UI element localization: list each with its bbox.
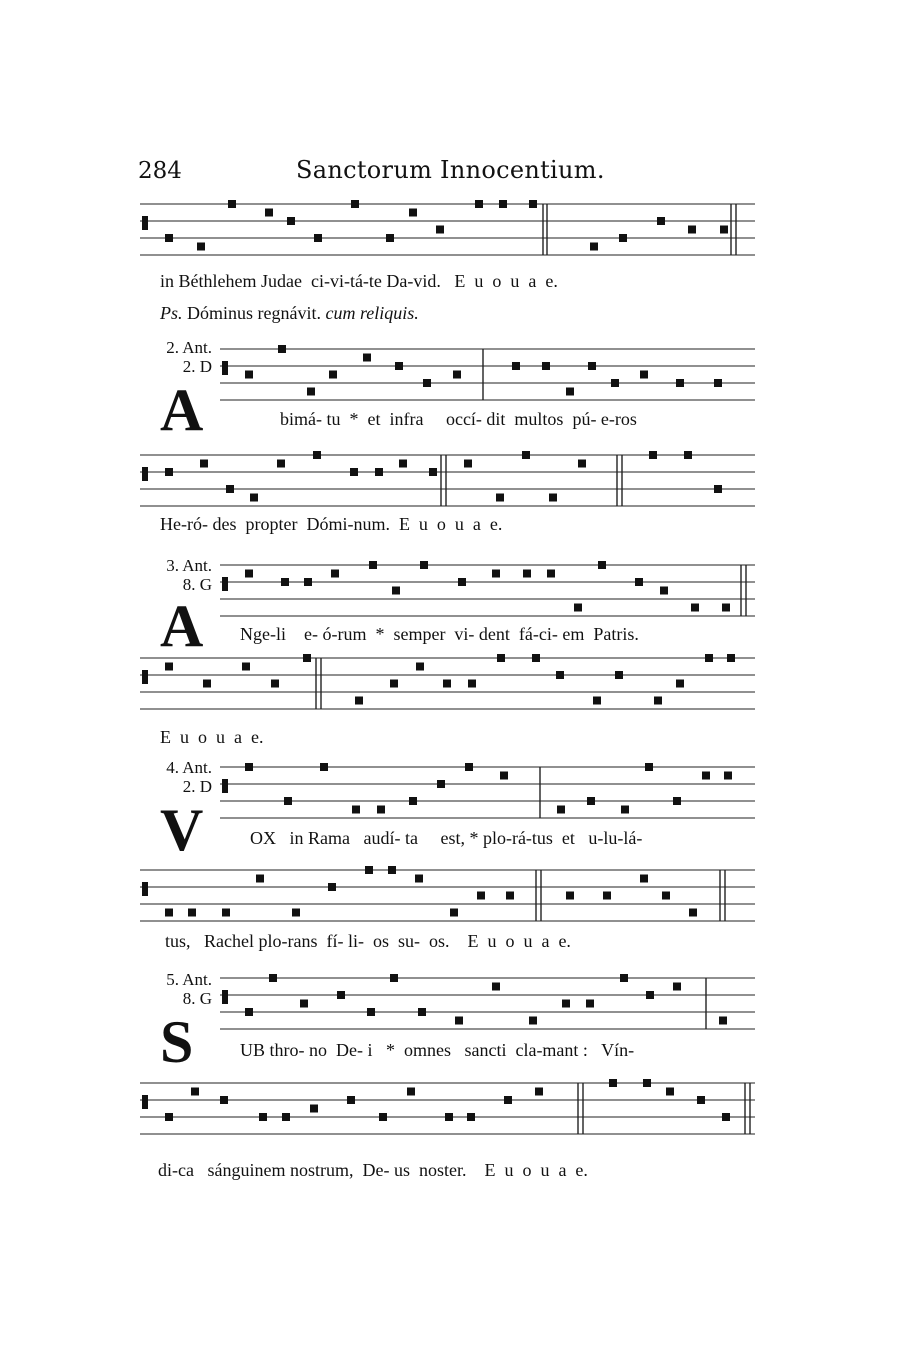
neume <box>307 388 315 396</box>
neume <box>727 654 735 662</box>
neume <box>265 209 273 217</box>
neume <box>532 654 540 662</box>
neume <box>689 909 697 917</box>
neume <box>590 243 598 251</box>
neume <box>443 680 451 688</box>
neume <box>188 909 196 917</box>
neume <box>355 697 363 705</box>
neume <box>512 362 520 370</box>
neume <box>646 991 654 999</box>
neume <box>719 1017 727 1025</box>
neume <box>165 468 173 476</box>
neume <box>506 892 514 900</box>
neume <box>418 1008 426 1016</box>
initial-letter: V <box>160 797 204 863</box>
neume <box>352 806 360 814</box>
neume <box>390 680 398 688</box>
neume <box>465 763 473 771</box>
neume <box>329 371 337 379</box>
neume <box>724 772 732 780</box>
neume <box>500 772 508 780</box>
neume <box>615 671 623 679</box>
neume <box>547 570 555 578</box>
neume <box>458 578 466 586</box>
neume <box>300 1000 308 1008</box>
neume <box>328 883 336 891</box>
neume <box>314 234 322 242</box>
neume <box>621 806 629 814</box>
neume <box>673 797 681 805</box>
neume <box>415 875 423 883</box>
neume <box>586 1000 594 1008</box>
antiphon-mode: 2. D <box>182 777 212 796</box>
neume <box>365 866 373 874</box>
neume <box>436 226 444 234</box>
neume <box>303 654 311 662</box>
initial-letter: A <box>160 377 204 443</box>
neume <box>640 371 648 379</box>
neume <box>245 570 253 578</box>
neume <box>203 680 211 688</box>
neume <box>407 1088 415 1096</box>
neume <box>620 974 628 982</box>
neume <box>313 451 321 459</box>
neume <box>722 1113 730 1121</box>
neume <box>535 1088 543 1096</box>
psalm-prefix: Ps. <box>160 303 183 323</box>
neume <box>529 1017 537 1025</box>
neume <box>453 371 461 379</box>
neume <box>705 654 713 662</box>
clef-mark <box>142 670 148 684</box>
neume <box>337 991 345 999</box>
clef-mark <box>142 1095 148 1109</box>
neume <box>259 1113 267 1121</box>
neume <box>492 983 500 991</box>
neume <box>390 974 398 982</box>
neume <box>281 578 289 586</box>
initial-letter: S <box>160 1009 194 1075</box>
neume <box>197 243 205 251</box>
initial-letter: A <box>160 593 204 659</box>
neume <box>445 1113 453 1121</box>
lyric-line-7: tus, Rachel plo-rans fí- li- os su- os. E u o u a e. <box>165 931 571 951</box>
antiphon-number: 2. Ant. <box>166 338 212 357</box>
clef-mark <box>222 361 228 375</box>
neume <box>640 875 648 883</box>
antiphon-2-label <box>142 338 212 376</box>
neume <box>477 892 485 900</box>
neume <box>250 494 258 502</box>
neume <box>522 451 530 459</box>
neume <box>420 561 428 569</box>
neume <box>242 663 250 671</box>
psalm-suffix: cum reliquis. <box>325 303 419 323</box>
neume <box>220 1096 228 1104</box>
neume <box>278 345 286 353</box>
neume <box>369 561 377 569</box>
neume <box>593 697 601 705</box>
neume <box>256 875 264 883</box>
neume <box>702 772 710 780</box>
neume <box>523 570 531 578</box>
neume <box>714 379 722 387</box>
antiphon-4-label <box>142 758 212 796</box>
neume <box>566 892 574 900</box>
neume <box>222 909 230 917</box>
neume <box>574 604 582 612</box>
neume <box>603 892 611 900</box>
neume <box>499 200 507 208</box>
lyric-line-4: Nge-li e- ó-rum * semper vi- dent fá-ci- em Patris. <box>240 624 639 644</box>
neume <box>416 663 424 671</box>
neume <box>282 1113 290 1121</box>
neume <box>245 371 253 379</box>
neume <box>666 1088 674 1096</box>
antiphon-number: 5. Ant. <box>166 970 212 989</box>
neume <box>320 763 328 771</box>
neume <box>423 379 431 387</box>
neume <box>399 460 407 468</box>
neume <box>409 797 417 805</box>
neume <box>542 362 550 370</box>
neume <box>467 1113 475 1121</box>
clef-mark <box>142 216 148 230</box>
neume <box>304 578 312 586</box>
neume <box>392 587 400 595</box>
neume <box>450 909 458 917</box>
neume <box>228 200 236 208</box>
neume <box>643 1079 651 1087</box>
antiphon-mode: 2. D <box>182 357 212 376</box>
neume <box>657 217 665 225</box>
neume <box>363 354 371 362</box>
clef-mark <box>222 779 228 793</box>
neume <box>165 663 173 671</box>
lyric-line-5: E u o u a e. <box>160 727 264 747</box>
neume <box>662 892 670 900</box>
neume <box>529 200 537 208</box>
page-title: Sanctorum Innocentium. <box>296 156 605 184</box>
neume <box>277 460 285 468</box>
neume <box>200 460 208 468</box>
antiphon-3-label <box>142 556 212 594</box>
neume <box>245 763 253 771</box>
clef-mark <box>222 577 228 591</box>
neume <box>475 200 483 208</box>
neume <box>347 1096 355 1104</box>
clef-mark <box>142 467 148 481</box>
neume <box>375 468 383 476</box>
neume <box>549 494 557 502</box>
neume <box>557 806 565 814</box>
neume <box>310 1105 318 1113</box>
neume <box>492 570 500 578</box>
neume <box>269 974 277 982</box>
neume <box>245 1008 253 1016</box>
neume <box>684 451 692 459</box>
clef-mark <box>222 990 228 1004</box>
neume <box>496 494 504 502</box>
lyric-line-2: bimá- tu * et infra occí- dit multos pú- e-ros <box>280 409 637 429</box>
neume <box>350 468 358 476</box>
neume <box>649 451 657 459</box>
clef-mark <box>142 882 148 896</box>
neume <box>468 680 476 688</box>
neume <box>645 763 653 771</box>
neume <box>388 866 396 874</box>
neume <box>697 1096 705 1104</box>
neume <box>722 604 730 612</box>
neume <box>611 379 619 387</box>
neume <box>566 388 574 396</box>
lyric-line-9: di-ca sánguinem nostrum, De- us noster. E u o u a e. <box>158 1160 588 1180</box>
antiphon-mode: 8. G <box>182 575 212 594</box>
neume <box>688 226 696 234</box>
neume <box>191 1088 199 1096</box>
neume <box>437 780 445 788</box>
neume <box>691 604 699 612</box>
neume <box>165 1113 173 1121</box>
neume <box>562 1000 570 1008</box>
neume <box>587 797 595 805</box>
neume <box>367 1008 375 1016</box>
neume <box>676 379 684 387</box>
lyric-line-3: He-ró- des propter Dómi-num. E u o u a e. <box>160 514 503 534</box>
neume <box>578 460 586 468</box>
antiphon-number: 3. Ant. <box>166 556 212 575</box>
neume <box>226 485 234 493</box>
neume <box>588 362 596 370</box>
neume <box>386 234 394 242</box>
neume <box>660 587 668 595</box>
page-number: 284 <box>138 158 182 184</box>
neume <box>720 226 728 234</box>
neume <box>598 561 606 569</box>
neume <box>429 468 437 476</box>
neume <box>409 209 417 217</box>
psalm-line <box>160 303 419 324</box>
neume <box>504 1096 512 1104</box>
antiphon-number: 4. Ant. <box>166 758 212 777</box>
neume <box>714 485 722 493</box>
antiphon-mode: 8. G <box>182 989 212 1008</box>
neume <box>165 909 173 917</box>
neume <box>331 570 339 578</box>
lyric-line-8: UB thro- no De- i * omnes sancti cla-mant : Vín- <box>240 1040 635 1060</box>
neume <box>654 697 662 705</box>
neume <box>395 362 403 370</box>
psalm-text: Dóminus regnávit. <box>187 303 321 323</box>
neume <box>609 1079 617 1087</box>
neume <box>464 460 472 468</box>
neume <box>351 200 359 208</box>
neume <box>377 806 385 814</box>
neume <box>673 983 681 991</box>
neume <box>287 217 295 225</box>
neume <box>497 654 505 662</box>
neume <box>165 234 173 242</box>
lyric-line-1: in Béthlehem Judae ci-vi-tá-te Da-vid. E u o u a e. <box>160 271 558 291</box>
neume <box>676 680 684 688</box>
neume <box>271 680 279 688</box>
neume <box>379 1113 387 1121</box>
antiphon-5-label <box>142 970 212 1008</box>
neume <box>635 578 643 586</box>
neume <box>619 234 627 242</box>
neume <box>556 671 564 679</box>
neume <box>284 797 292 805</box>
lyric-line-6: OX in Rama audí- ta est, * plo-rá-tus et u-lu-lá- <box>250 828 643 848</box>
neume <box>292 909 300 917</box>
neume <box>455 1017 463 1025</box>
